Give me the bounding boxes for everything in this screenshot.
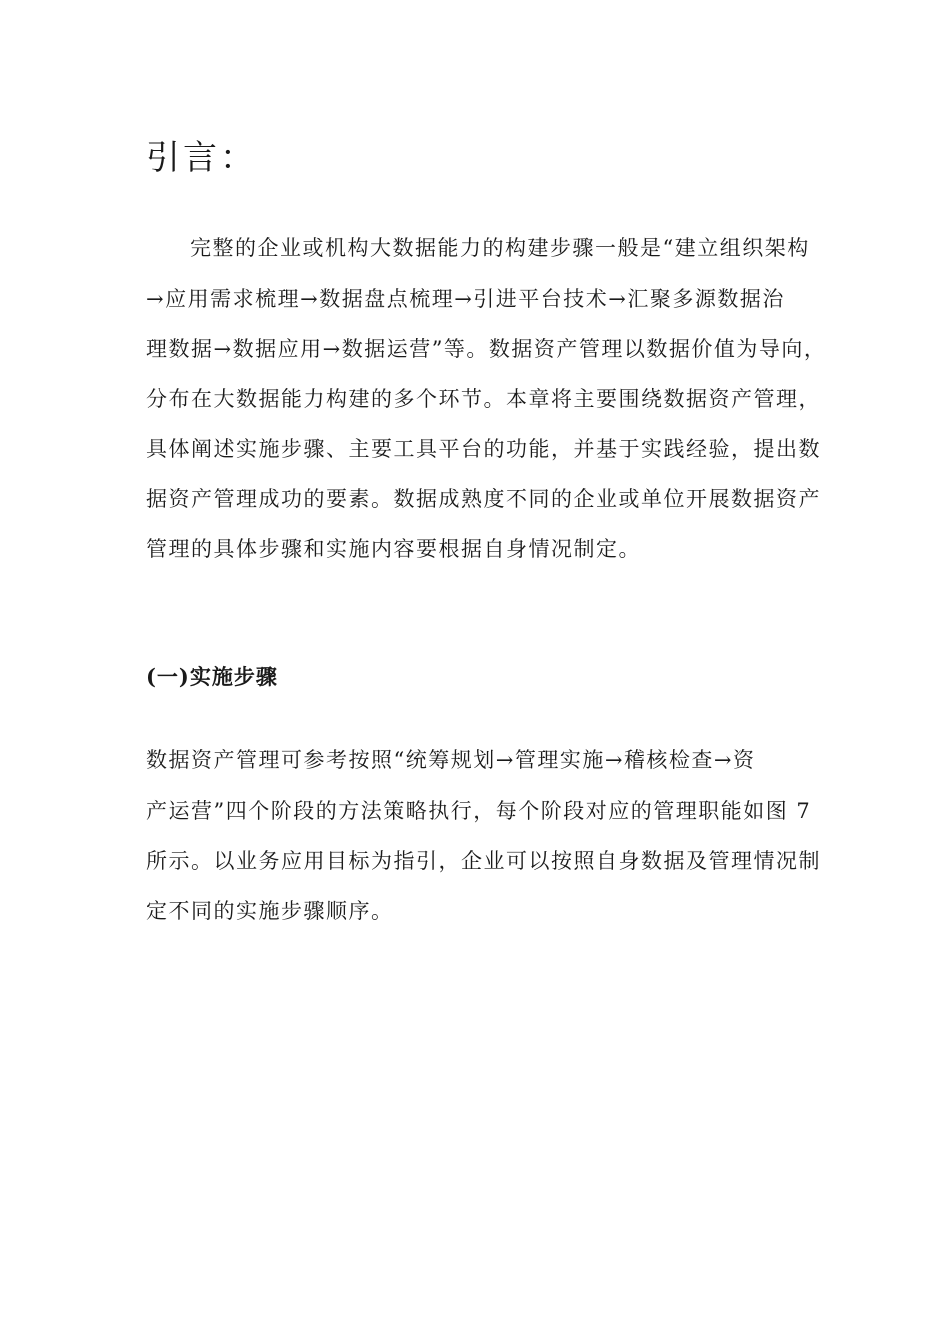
intro-line: 据资产管理成功的要素。数据成熟度不同的企业或单位开展数据资产 [146,487,821,511]
section-line: 所示。以业务应用目标为指引，企业可以按照自身数据及管理情况制 [146,849,821,873]
section-line: 数据资产管理可参考按照“统筹规划→管理实施→稽核检查→资 [146,748,756,772]
intro-line: →应用需求梳理→数据盘点梳理→引进平台技术→汇聚多源数据治 [146,287,785,311]
intro-line: 分布在大数据能力构建的多个环节。本章将主要围绕数据资产管理， [146,387,821,411]
section-line: 产运营”四个阶段的方法策略执行，每个阶段对应的管理职能如图 7 [146,799,812,823]
intro-line: 理数据→数据应用→数据运营”等。数据资产管理以数据价值为导向， [146,337,827,361]
intro-line: 管理的具体步骤和实施内容要根据自身情况制定。 [146,537,641,561]
intro-line: 具体阐述实施步骤、主要工具平台的功能，并基于实践经验，提出数 [146,437,821,461]
intro-line: 完整的企业或机构大数据能力的构建步骤一般是“建立组织架构 [190,236,810,260]
page-title: 引言： [146,138,257,178]
section-line: 定不同的实施步骤顺序。 [146,899,394,923]
section-heading: (一)实施步骤 [146,664,278,689]
